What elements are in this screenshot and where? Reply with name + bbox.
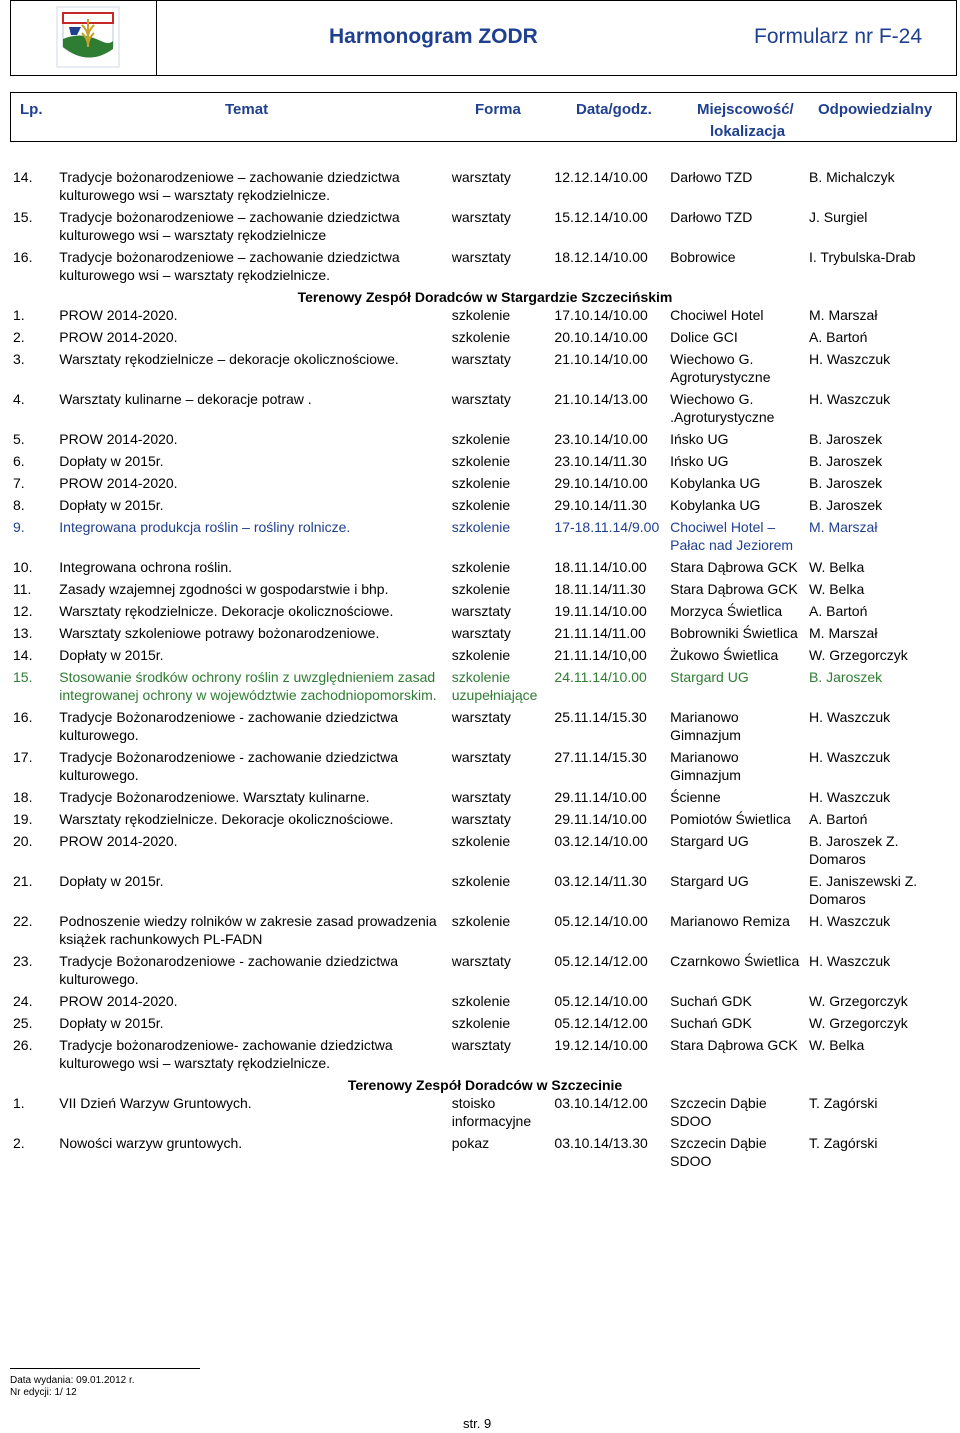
- cell-temat: Dopłaty w 2015r.: [59, 647, 164, 663]
- cell-miejsce: Ińsko UG: [670, 431, 729, 447]
- section-title: Terenowy Zespół Doradców w Szczecinie: [347, 1077, 623, 1093]
- cell-odp: B. Jaroszek: [809, 431, 883, 447]
- cell-data: 21.10.14/13.00: [554, 391, 648, 407]
- schedule-table: [10, 168, 957, 1174]
- row-spacer-cell: [10, 1170, 957, 1174]
- table-row: [10, 952, 957, 988]
- cell-lp: 16.: [13, 709, 33, 725]
- cell-odp: B. Jaroszek: [809, 669, 883, 685]
- row-spacer: [10, 1170, 957, 1174]
- cell-miejsce: Pomiotów Świetlica: [670, 811, 791, 827]
- cell-lp: 24.: [13, 993, 33, 1009]
- wodr-logo-icon: [11, 1, 156, 75]
- cell-miejsce: Darłowo TZD: [670, 169, 753, 185]
- cell-forma: warsztaty: [451, 1037, 511, 1053]
- cell-forma: szkolenie: [451, 431, 511, 447]
- table-row: [10, 788, 957, 806]
- cell-odp: M. Marszał: [809, 625, 878, 641]
- cell-lp: 8.: [13, 497, 25, 513]
- cell-forma: szkolenie: [451, 833, 511, 849]
- cell-miejsce: Marianowo Gimnazjum: [670, 749, 741, 783]
- cell-miejsce: Wiechowo G. Agroturystyczne: [670, 351, 771, 385]
- cell-temat: Tradycje Bożonarodzeniowe - zachowanie dziedzictwa kulturowego.: [59, 749, 399, 783]
- cell-lp: 9.: [13, 519, 25, 535]
- table-row: [10, 248, 957, 284]
- cell-data: 23.10.14/10.00: [554, 431, 648, 447]
- cell-odp: T. Zagórski: [809, 1095, 878, 1111]
- cell-data: 03.12.14/11.30: [554, 873, 647, 889]
- cell-lp: 14.: [13, 169, 33, 185]
- cell-odp: W. Grzegorczyk: [809, 647, 908, 663]
- cell-miejsce: Marianowo Remiza: [670, 913, 790, 929]
- table-row: [10, 390, 957, 426]
- document-header: [10, 0, 957, 76]
- cell-forma: szkolenie: [451, 913, 511, 929]
- cell-forma: szkolenie: [451, 1015, 511, 1031]
- cell-miejsce: Stara Dąbrowa GCK: [670, 1037, 798, 1053]
- cell-data: 05.12.14/10.00: [554, 993, 648, 1009]
- table-row: [10, 646, 957, 664]
- cell-miejsce: Stara Dąbrowa GCK: [670, 581, 798, 597]
- cell-odp: M. Marszał: [809, 519, 878, 535]
- cell-odp: E. Janiszewski Z. Domaros: [809, 873, 918, 907]
- cell-odp: H. Waszczuk: [809, 709, 891, 725]
- cell-forma: warsztaty: [451, 351, 511, 367]
- cell-lp: 11.: [13, 581, 32, 597]
- cell-forma: warsztaty: [451, 749, 511, 765]
- cell-lp: 26.: [13, 1037, 33, 1053]
- schedule-body: [10, 168, 957, 1174]
- cell-odp: T. Zagórski: [809, 1135, 878, 1151]
- cell-odp: W. Belka: [809, 559, 865, 575]
- cell-forma: szkolenie: [451, 873, 511, 889]
- table-row: [10, 708, 957, 744]
- cell-odp: W. Grzegorczyk: [809, 1015, 908, 1031]
- table-row: [10, 474, 957, 492]
- cell-miejsce: Czarnkowo Świetlica: [670, 953, 800, 969]
- cell-lp: 15.: [13, 209, 33, 225]
- cell-odp: B. Jaroszek: [809, 475, 883, 491]
- table-row: [10, 306, 957, 324]
- cell-lp: 14.: [13, 647, 33, 663]
- cell-forma: warsztaty: [451, 603, 511, 619]
- cell-temat: PROW 2014-2020.: [59, 475, 178, 491]
- table-row: [10, 452, 957, 470]
- cell-miejsce: Bobrowice: [670, 249, 736, 265]
- cell-temat: Tradycje bożonarodzeniowe – zachowanie dziedzictwa kulturowego wsi – warsztaty rękodzielnicze.: [59, 169, 400, 203]
- cell-forma: szkolenie: [451, 307, 511, 323]
- cell-forma: warsztaty: [451, 789, 511, 805]
- cell-lp: 25.: [13, 1015, 33, 1031]
- cell-forma: warsztaty: [451, 625, 511, 641]
- column-header-data: Data/godz.: [576, 101, 652, 118]
- cell-temat: Tradycje bożonarodzeniowe – zachowanie dziedzictwa kulturowego wsi – warsztaty rękodzielnicze: [59, 209, 400, 243]
- cell-lp: 16.: [13, 249, 33, 265]
- cell-lp: 19.: [13, 811, 33, 827]
- cell-temat: Tradycje Bożonarodzeniowe. Warsztaty kulinarne.: [59, 789, 370, 805]
- cell-miejsce: Ścienne: [670, 789, 721, 805]
- cell-odp: A. Bartoń: [809, 811, 868, 827]
- cell-data: 29.11.14/10.00: [554, 811, 647, 827]
- document-title: Harmonogram ZODR: [329, 25, 538, 48]
- cell-lp: 20.: [13, 833, 33, 849]
- cell-temat: Dopłaty w 2015r.: [59, 873, 164, 889]
- cell-data: 21.10.14/10.00: [554, 351, 648, 367]
- cell-forma: szkolenie: [451, 329, 511, 345]
- cell-odp: B. Jaroszek: [809, 453, 883, 469]
- cell-temat: Warsztaty rękodzielnicze. Dekoracje okolicznościowe.: [59, 811, 394, 827]
- cell-data: 27.11.14/15.30: [554, 749, 647, 765]
- cell-miejsce: Suchań GDK: [670, 1015, 752, 1031]
- cell-miejsce: Dolice GCI: [670, 329, 738, 345]
- cell-lp: 22.: [13, 913, 33, 929]
- cell-odp: H. Waszczuk: [809, 391, 891, 407]
- table-row: [10, 1094, 957, 1130]
- cell-data: 24.11.14/10.00: [554, 669, 647, 685]
- cell-lp: 10.: [13, 559, 33, 575]
- cell-miejsce: Wiechowo G. .Agroturystyczne: [670, 391, 775, 425]
- issue-date: Data wydania: 09.01.2012 r.: [10, 1375, 135, 1386]
- section-title: Terenowy Zespół Doradców w Stargardzie Szczecińskim: [297, 289, 673, 305]
- cell-odp: W. Belka: [809, 581, 865, 597]
- cell-miejsce: Kobylanka UG: [670, 497, 761, 513]
- cell-temat: PROW 2014-2020.: [59, 329, 178, 345]
- cell-odp: A. Bartoń: [809, 603, 868, 619]
- column-header-lokalizacja: lokalizacja: [710, 123, 786, 140]
- cell-lp: 21.: [13, 873, 33, 889]
- table-row: [10, 992, 957, 1010]
- cell-forma: warsztaty: [451, 169, 511, 185]
- table-row: [10, 168, 957, 204]
- cell-data: 29.10.14/10.00: [554, 475, 648, 491]
- cell-miejsce: Bobrowniki Świetlica: [670, 625, 798, 641]
- cell-temat: Dopłaty w 2015r.: [59, 1015, 164, 1031]
- cell-miejsce: Darłowo TZD: [670, 209, 753, 225]
- cell-forma: szkolenie: [451, 519, 511, 535]
- cell-forma: pokaz: [451, 1135, 490, 1151]
- cell-temat: Tradycje bożonarodzeniowe- zachowanie dziedzictwa kulturowego wsi – warsztaty rękodzielnicze.: [59, 1037, 393, 1071]
- cell-lp: 2.: [13, 329, 25, 345]
- cell-temat: PROW 2014-2020.: [59, 833, 178, 849]
- cell-miejsce: Żukowo Świetlica: [670, 647, 779, 663]
- cell-miejsce: Szczecin Dąbie SDOO: [670, 1135, 767, 1169]
- cell-temat: Zasady wzajemnej zgodności w gospodarstwie i bhp.: [59, 581, 389, 597]
- table-row: [10, 430, 957, 448]
- cell-lp: 2.: [13, 1135, 25, 1151]
- cell-forma: szkolenie uzupełniające: [451, 669, 538, 703]
- cell-temat: PROW 2014-2020.: [59, 993, 178, 1009]
- cell-data: 03.10.14/12.00: [554, 1095, 648, 1111]
- cell-forma: szkolenie: [451, 497, 511, 513]
- cell-data: 15.12.14/10.00: [554, 209, 648, 225]
- form-number: Formularz nr F-24: [754, 25, 923, 48]
- cell-forma: warsztaty: [451, 709, 511, 725]
- table-row: [10, 810, 957, 828]
- table-row: [10, 668, 957, 704]
- table-row: [10, 1036, 957, 1072]
- table-row: [10, 912, 957, 948]
- cell-data: 17.10.14/10.00: [554, 307, 648, 323]
- column-header-row: [10, 92, 957, 142]
- cell-temat: Podnoszenie wiedzy rolników w zakresie zasad prowadzenia książek rachunkowych PL-FADN: [59, 913, 437, 947]
- table-row: [10, 1014, 957, 1032]
- cell-forma: szkolenie: [451, 559, 511, 575]
- cell-temat: Tradycje bożonarodzeniowe – zachowanie dziedzictwa kulturowego wsi – warsztaty rękodzielnicze.: [59, 249, 400, 283]
- cell-lp: 12.: [13, 603, 33, 619]
- cell-lp: 5.: [13, 431, 25, 447]
- cell-lp: 17.: [13, 749, 33, 765]
- cell-data: 21.11.14/10,00: [554, 647, 647, 663]
- cell-data: 19.11.14/10.00: [554, 603, 647, 619]
- table-row: [10, 558, 957, 576]
- cell-odp: H. Waszczuk: [809, 953, 891, 969]
- cell-data: 03.10.14/13.30: [554, 1135, 648, 1151]
- cell-miejsce: Szczecin Dąbie SDOO: [670, 1095, 767, 1129]
- cell-odp: B. Jaroszek: [809, 497, 883, 513]
- table-row: [10, 602, 957, 620]
- cell-data: 05.12.14/12.00: [554, 953, 648, 969]
- cell-miejsce: Stargard UG: [670, 873, 749, 889]
- cell-odp: M. Marszał: [809, 307, 878, 323]
- cell-temat: Dopłaty w 2015r.: [59, 453, 164, 469]
- cell-forma: szkolenie: [451, 647, 511, 663]
- cell-miejsce: Chociwel Hotel – Pałac nad Jeziorem: [670, 519, 794, 553]
- cell-data: 25.11.14/15.30: [554, 709, 647, 725]
- cell-miejsce: Chociwel Hotel: [670, 307, 764, 323]
- table-row: [10, 328, 957, 346]
- column-header-odpowiedzialny: Odpowiedzialny: [818, 101, 933, 118]
- cell-temat: Warsztaty kulinarne – dekoracje potraw .: [59, 391, 312, 407]
- cell-temat: Warsztaty rękodzielnicze. Dekoracje okolicznościowe.: [59, 603, 394, 619]
- cell-lp: 1.: [13, 1095, 25, 1111]
- cell-odp: A. Bartoń: [809, 329, 868, 345]
- cell-odp: H. Waszczuk: [809, 913, 891, 929]
- cell-miejsce: Stara Dąbrowa GCK: [670, 559, 798, 575]
- cell-lp: 15.: [13, 669, 33, 685]
- cell-forma: warsztaty: [451, 953, 511, 969]
- table-row: [10, 832, 957, 868]
- cell-miejsce: Suchań GDK: [670, 993, 752, 1009]
- cell-data: 23.10.14/11.30: [554, 453, 647, 469]
- cell-forma: stoisko informacyjne: [451, 1095, 532, 1129]
- cell-temat: PROW 2014-2020.: [59, 307, 178, 323]
- cell-forma: szkolenie: [451, 993, 511, 1009]
- cell-forma: warsztaty: [451, 249, 511, 265]
- table-row: [10, 872, 957, 908]
- cell-lp: 13.: [13, 625, 33, 641]
- logo-cell: [11, 1, 157, 75]
- document-footer: [10, 1368, 200, 1399]
- cell-odp: J. Surgiel: [809, 209, 868, 225]
- table-row: [10, 748, 957, 784]
- cell-data: 18.11.14/10.00: [554, 559, 647, 575]
- cell-lp: 3.: [13, 351, 25, 367]
- cell-data: 12.12.14/10.00: [554, 169, 648, 185]
- edition-number: Nr edycji: 1/ 12: [10, 1387, 77, 1398]
- cell-forma: warsztaty: [451, 811, 511, 827]
- page-number: str. 9: [463, 1416, 492, 1431]
- cell-temat: Integrowana ochrona roślin.: [59, 559, 233, 575]
- cell-lp: 23.: [13, 953, 33, 969]
- cell-temat: Dopłaty w 2015r.: [59, 497, 164, 513]
- cell-lp: 7.: [13, 475, 25, 491]
- cell-data: 18.11.14/11.30: [554, 581, 646, 597]
- cell-forma: warsztaty: [451, 391, 511, 407]
- cell-odp: B. Jaroszek Z. Domaros: [809, 833, 899, 867]
- cell-lp: 18.: [13, 789, 33, 805]
- cell-data: 18.12.14/10.00: [554, 249, 648, 265]
- table-row: [10, 518, 957, 554]
- cell-odp: H. Waszczuk: [809, 351, 891, 367]
- cell-data: 29.11.14/10.00: [554, 789, 647, 805]
- cell-temat: VII Dzień Warzyw Gruntowych.: [59, 1095, 252, 1111]
- cell-odp: W. Grzegorczyk: [809, 993, 908, 1009]
- table-row: [10, 496, 957, 514]
- cell-miejsce: Stargard UG: [670, 833, 749, 849]
- cell-data: 29.10.14/11.30: [554, 497, 647, 513]
- cell-odp: W. Belka: [809, 1037, 865, 1053]
- table-row: [10, 624, 957, 642]
- cell-lp: 4.: [13, 391, 25, 407]
- cell-data: 17-18.11.14/9.00: [554, 519, 660, 535]
- cell-temat: Integrowana produkcja roślin – rośliny rolnicze.: [59, 519, 351, 535]
- cell-data: 21.11.14/11.00: [554, 625, 646, 641]
- cell-data: 05.12.14/10.00: [554, 913, 648, 929]
- cell-temat: Tradycje Bożonarodzeniowe - zachowanie dziedzictwa kulturowego.: [59, 953, 399, 987]
- cell-odp: I. Trybulska-Drab: [809, 249, 916, 265]
- cell-temat: Warsztaty rękodzielnicze – dekoracje okolicznościowe.: [59, 351, 399, 367]
- cell-miejsce: Kobylanka UG: [670, 475, 761, 491]
- cell-temat: Tradycje Bożonarodzeniowe - zachowanie dziedzictwa kulturowego.: [59, 709, 399, 743]
- cell-lp: 6.: [13, 453, 25, 469]
- cell-data: 05.12.14/12.00: [554, 1015, 648, 1031]
- cell-data: 03.12.14/10.00: [554, 833, 648, 849]
- cell-miejsce: Stargard UG: [670, 669, 749, 685]
- cell-odp: B. Michalczyk: [809, 169, 895, 185]
- cell-forma: warsztaty: [451, 209, 511, 225]
- cell-temat: Nowości warzyw gruntowych.: [59, 1135, 243, 1151]
- cell-data: 20.10.14/10.00: [554, 329, 648, 345]
- cell-forma: szkolenie: [451, 475, 511, 491]
- cell-data: 19.12.14/10.00: [554, 1037, 648, 1053]
- cell-odp: H. Waszczuk: [809, 749, 891, 765]
- cell-miejsce: Morzyca Świetlica: [670, 603, 783, 619]
- table-row: [10, 350, 957, 386]
- cell-lp: 1.: [13, 307, 25, 323]
- cell-miejsce: Marianowo Gimnazjum: [670, 709, 741, 743]
- cell-odp: H. Waszczuk: [809, 789, 891, 805]
- cell-temat: Warsztaty szkoleniowe potrawy bożonarodzeniowe.: [59, 625, 380, 641]
- column-header-forma: Forma: [475, 101, 521, 118]
- column-header-lp: Lp.: [20, 101, 43, 118]
- cell-forma: szkolenie: [451, 581, 511, 597]
- section-header: [10, 288, 957, 306]
- table-row: [10, 1134, 957, 1170]
- section-header: [10, 1076, 957, 1094]
- column-header-miejscowosc: Miejscowość/: [697, 101, 794, 118]
- cell-temat: Stosowanie środków ochrony roślin z uwzględnieniem zasad integrowanej ochrony w województwie zachodniopomorskim.: [59, 669, 437, 703]
- table-row: [10, 208, 957, 244]
- cell-miejsce: Ińsko UG: [670, 453, 729, 469]
- cell-forma: szkolenie: [451, 453, 511, 469]
- cell-temat: PROW 2014-2020.: [59, 431, 178, 447]
- column-header-temat: Temat: [225, 101, 269, 118]
- table-row: [10, 580, 957, 598]
